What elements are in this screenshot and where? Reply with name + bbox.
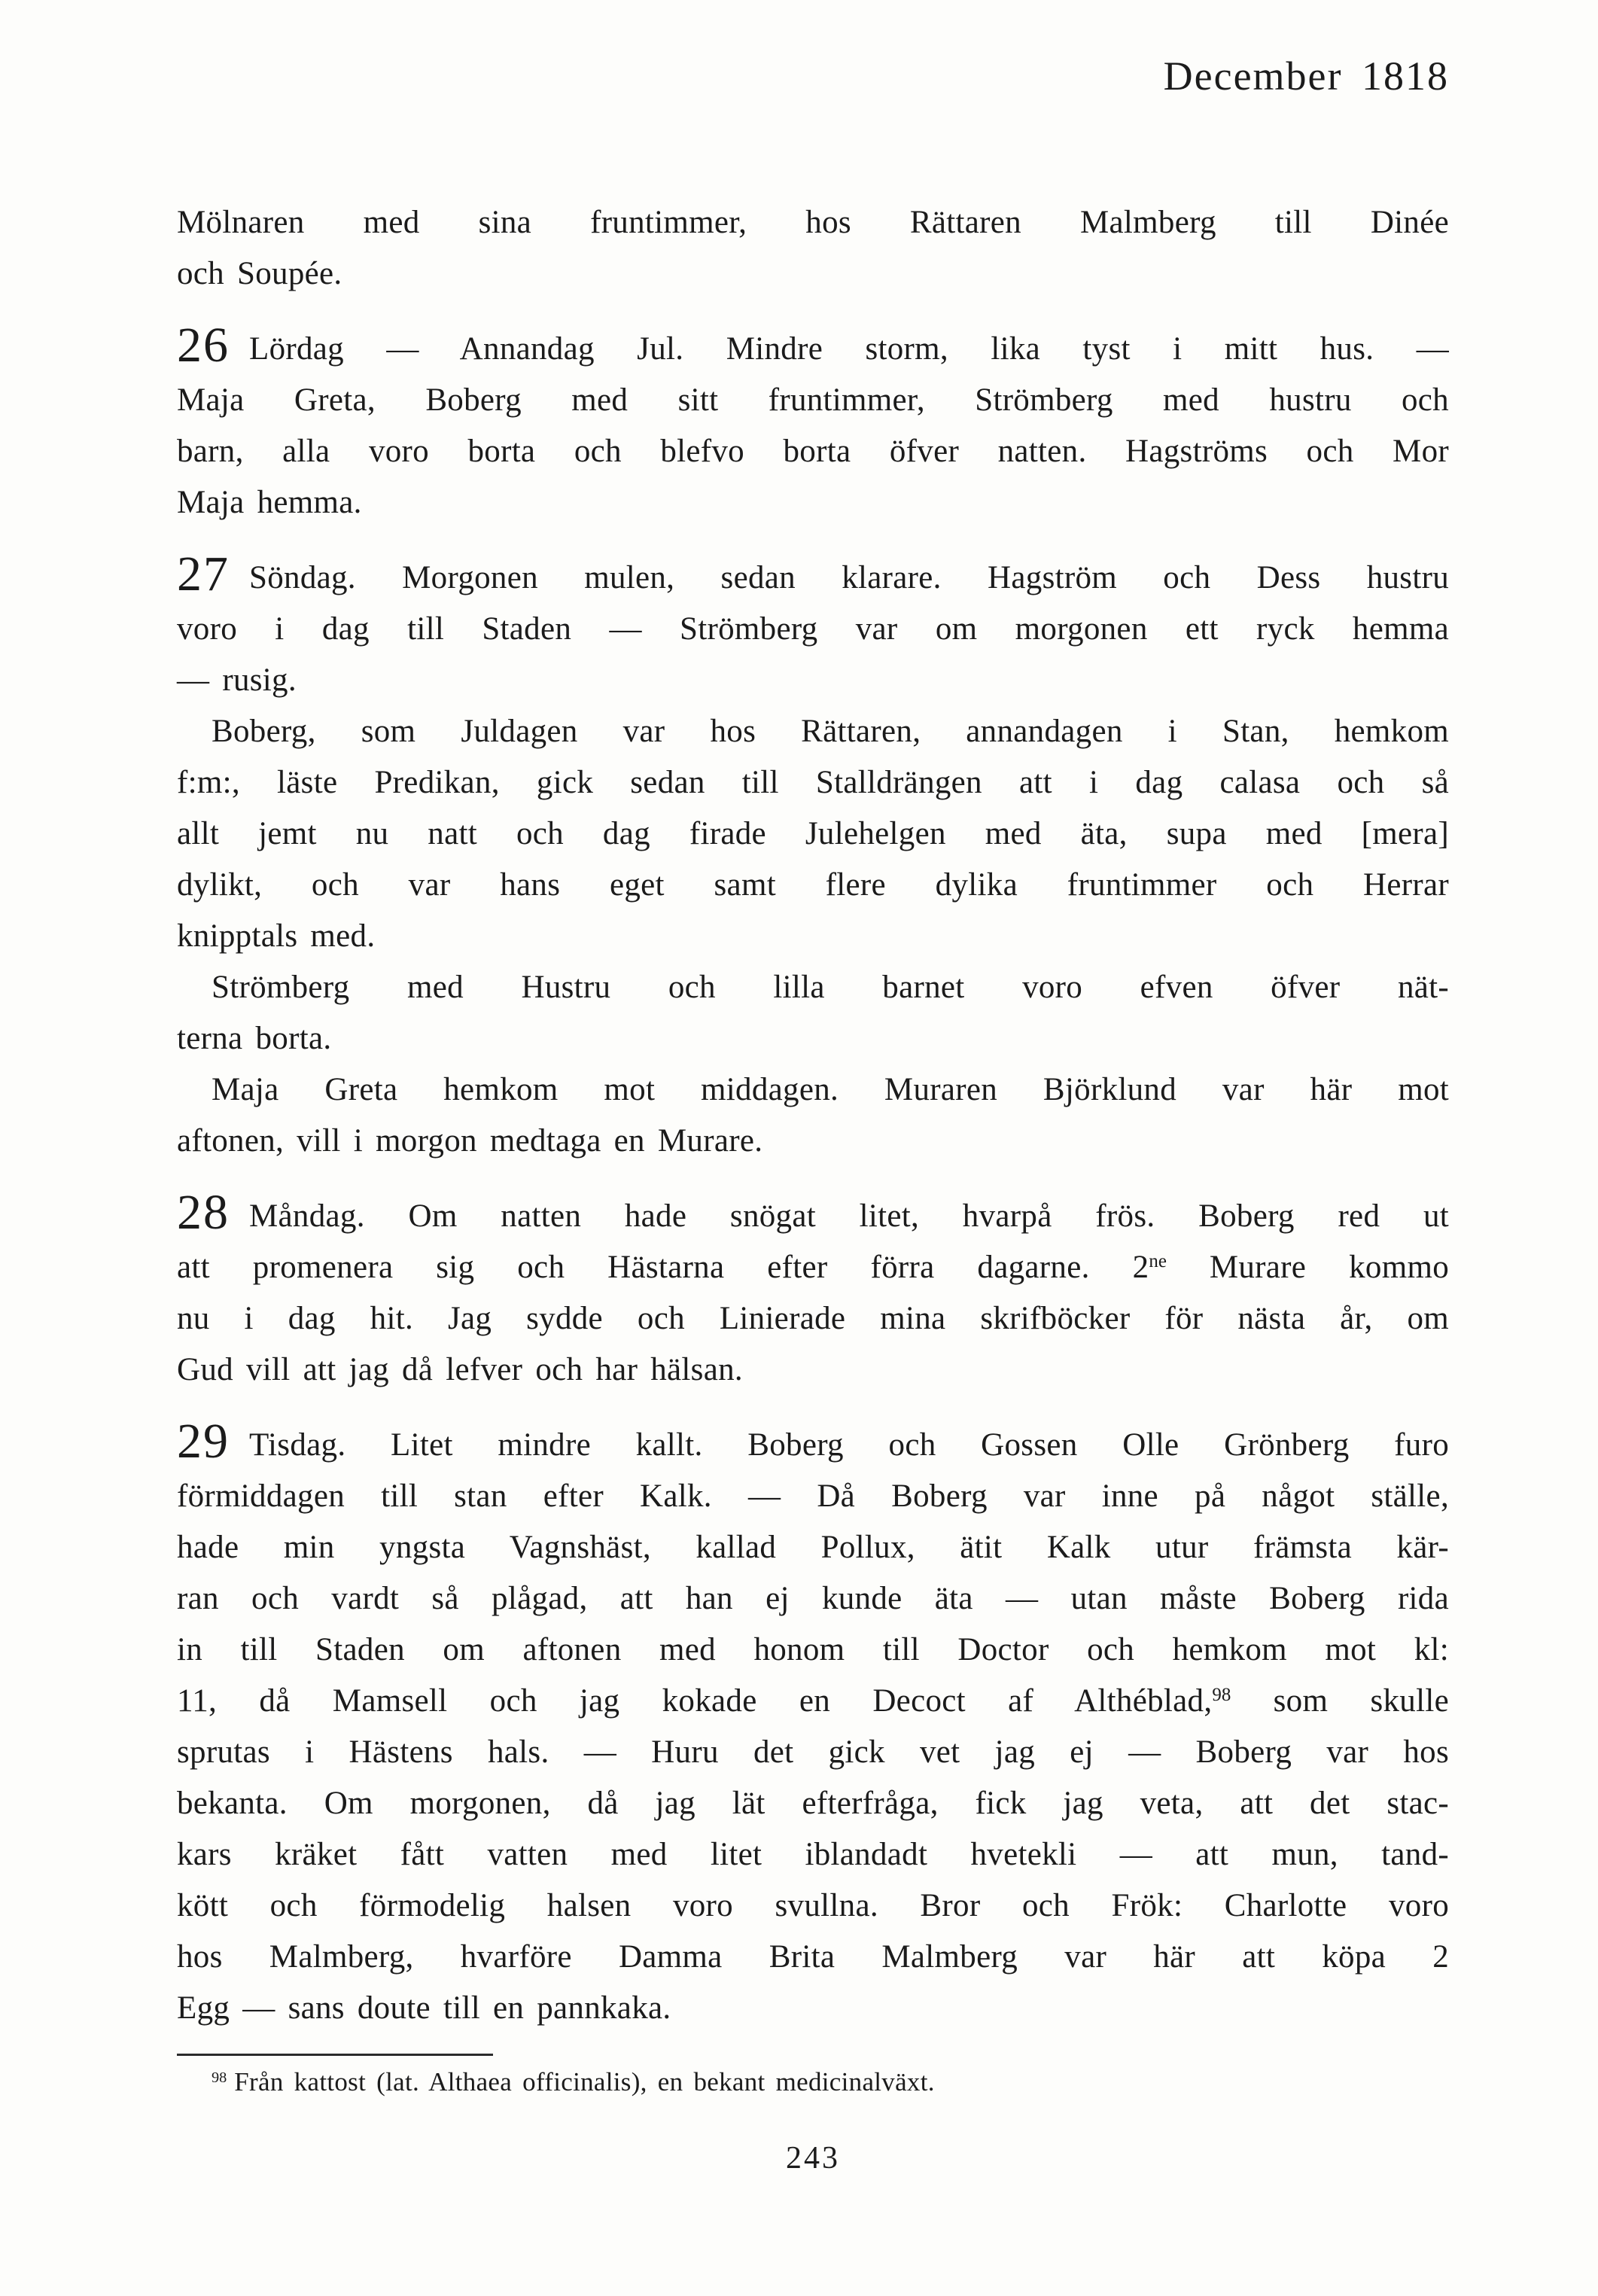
footnote-marker: 98: [212, 2069, 227, 2086]
entry-first-line: [177, 547, 1449, 604]
text-line: Lördag — Annandag Jul. Mindre storm, lika tyst i mitt hus. —: [249, 331, 1449, 367]
text-line: Tisdag. Litet mindre kallt. Boberg och Gossen Olle Grönberg furo: [249, 1427, 1449, 1463]
text-line: voro i dag till Staden — Strömberg var om morgonen ett ryck hemma: [177, 611, 1449, 647]
entry-first-line: [177, 1414, 1449, 1471]
text-line: sprutas i Hästens hals. — Huru det gick vet jag ej — Boberg var hos: [177, 1734, 1449, 1770]
entry-27-paragraph-maja-greta: [177, 1064, 1449, 1167]
text-line: — rusig.: [177, 662, 297, 698]
text-segment: att promenera sig och Hästarna efter förra dagarne. 2: [177, 1250, 1149, 1285]
text-line: barn, alla voro borta och blefvo borta öfver natten. Hagströms och Mor: [177, 434, 1449, 469]
day-number: 29: [177, 1414, 230, 1469]
footnote-reference: 98: [1212, 1685, 1231, 1706]
text-line: bekanta. Om morgonen, då jag lät efterfråga, fick jag veta, att det stac-: [177, 1786, 1449, 1821]
text-line: nu i dag hit. Jag sydde och Linierade mina skrifböcker för nästa år, om: [177, 1301, 1449, 1336]
intro-paragraph: [177, 197, 1449, 300]
day-number: 26: [177, 318, 230, 373]
entry-27-paragraph-stromberg: [177, 962, 1449, 1064]
page-number: 243: [786, 2141, 840, 2176]
entry-29: [177, 1414, 1449, 2034]
text-line: in till Staden om aftonen med honom till Doctor och hemkom mot kl:: [177, 1632, 1449, 1667]
entry-27: [177, 547, 1449, 706]
text-segment: som skulle: [1231, 1683, 1449, 1719]
text-line: kars kräket fått vatten med litet iblandadt hvetekli — att mun, tand-: [177, 1837, 1449, 1872]
text-line: kött och förmodelig halsen voro svullna. Bror och Frök: Charlotte voro: [177, 1888, 1449, 1923]
footnote-text: Från kattost (lat. Althaea officinalis), en bekant medicinalväxt.: [234, 2067, 935, 2097]
entry-first-line: [177, 1185, 1449, 1242]
text-line: Egg — sans doute till en pannkaka.: [177, 1990, 671, 2026]
text-line: f:m:, läste Predikan, gick sedan till Stalldrängen att i dag calasa och så: [177, 765, 1449, 800]
text-line: Maja Greta, Boberg med sitt fruntimmer, Strömberg med hustru och: [177, 382, 1449, 418]
text-line: Maja hemma.: [177, 485, 362, 520]
text-line: hos Malmberg, hvarföre Damma Brita Malmberg var här att köpa 2: [177, 1939, 1449, 1975]
text-line: [177, 1676, 1449, 1727]
text-line: förmiddagen till stan efter Kalk. — Då Boberg var inne på något ställe,: [177, 1478, 1449, 1514]
text-line: Gud vill att jag då lefver och har hälsan.: [177, 1352, 743, 1387]
footnote: [177, 2063, 1449, 2101]
text-line: Strömberg med Hustru och lilla barnet voro efven öfver nät-: [212, 970, 1449, 1005]
text-line: ran och vardt så plågad, att han ej kunde äta — utan måste Boberg rida: [177, 1581, 1449, 1616]
text-line: aftonen, vill i morgon medtaga en Murare.: [177, 1123, 763, 1159]
day-number: 27: [177, 547, 230, 601]
text-segment: Murare kommo: [1166, 1250, 1449, 1285]
text-line: terna borta.: [177, 1021, 332, 1056]
text-line: Mölnaren med sina fruntimmer, hos Rättaren Malmberg till Dinée: [177, 205, 1449, 240]
footnote-divider: [177, 2054, 493, 2056]
entry-first-line: [177, 318, 1449, 375]
running-header: December 1818: [1163, 53, 1449, 99]
text-line: dylikt, och var hans eget samt flere dylika fruntimmer och Herrar: [177, 867, 1449, 903]
text-line: Söndag. Morgonen mulen, sedan klarare. Hagström och Dess hustru: [249, 560, 1449, 595]
text-line: hade min yngsta Vagnshäst, kallad Pollux, ätit Kalk utur främsta kär-: [177, 1530, 1449, 1565]
text-line: Måndag. Om natten hade snögat litet, hvarpå frös. Boberg red ut: [249, 1198, 1449, 1234]
text-line: [177, 1242, 1449, 1293]
text-line: Boberg, som Juldagen var hos Rättaren, annandagen i Stan, hemkom: [212, 714, 1449, 749]
text-line: knipptals med.: [177, 918, 376, 954]
entry-26: [177, 318, 1449, 528]
text-line: Maja Greta hemkom mot middagen. Muraren Björklund var här mot: [212, 1072, 1449, 1107]
day-number: 28: [177, 1185, 230, 1240]
text-line: och Soupée.: [177, 256, 342, 291]
entry-28: [177, 1185, 1449, 1396]
text-line: allt jemt nu natt och dag firade Julehelgen med äta, supa med [mera]: [177, 816, 1449, 851]
entry-27-paragraph-boberg: [177, 706, 1449, 962]
superscript-ordinal: ne: [1149, 1251, 1167, 1272]
text-segment: 11, då Mamsell och jag kokade en Decoct af Althéblad,: [177, 1683, 1213, 1719]
